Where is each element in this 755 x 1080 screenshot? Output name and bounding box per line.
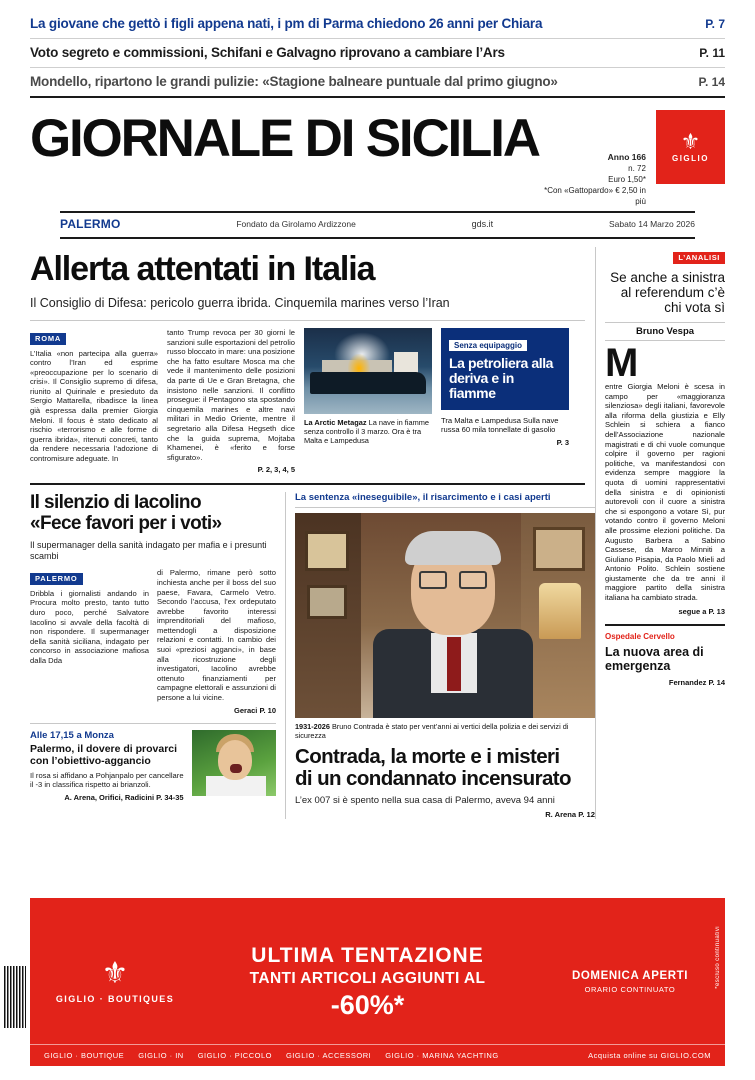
ad-store-links bbox=[44, 1051, 499, 1060]
monza-byline[interactable]: A. Arena, Orifici, Radicini P. 34-35 bbox=[64, 792, 184, 802]
contrada-strap: La sentenza «ineseguibile», il risarcimento e i casi aperti bbox=[295, 492, 595, 508]
ship-photo-block bbox=[304, 328, 432, 474]
issue-number: n. 72 bbox=[628, 164, 646, 173]
contrada-article bbox=[295, 492, 595, 819]
top-headline-text: Voto segreto e commissioni, Schifani e Galvagno riprovano a cambiare l’Ars bbox=[30, 45, 505, 60]
giglio-logo-text: GIGLIO bbox=[671, 153, 709, 163]
ad-brand-name: GIGLIO · BOUTIQUES bbox=[55, 994, 175, 1004]
tanker-highlight-box[interactable] bbox=[441, 328, 569, 410]
iacolino-columns bbox=[30, 568, 276, 714]
analysis-sidebar bbox=[595, 247, 725, 819]
analysis-body bbox=[605, 341, 725, 603]
contrada-photo-caption bbox=[295, 722, 595, 740]
monza-headline[interactable]: Palermo, il dovere di provarci con l’obiettivo-aggancio bbox=[30, 742, 178, 767]
contrada-byline[interactable]: R. Arena P. 12 bbox=[545, 810, 595, 820]
contrada-dek: L’ex 007 si è spento nella sua casa di Palermo, aveva 94 anni bbox=[295, 795, 555, 807]
issue-price: Euro 1,50* bbox=[608, 175, 646, 184]
flame-shape bbox=[348, 354, 370, 372]
lead-page-refs[interactable]: P. 2, 3, 4, 5 bbox=[257, 465, 295, 475]
burning-tanker-photo bbox=[304, 328, 432, 414]
ad-disclaimer: *escluso continuativi bbox=[715, 926, 721, 989]
ospedale-headline[interactable]: La nuova area di emergenza bbox=[605, 644, 704, 673]
founder-line: Fondato da Girolamo Ardizzone bbox=[236, 219, 356, 229]
issue-year: Anno 166 bbox=[607, 152, 646, 162]
analysis-continuation[interactable]: segue a P. 13 bbox=[678, 606, 725, 616]
iacolino-byline[interactable]: Geraci P. 10 bbox=[234, 705, 276, 715]
ad-discount: -60%* bbox=[330, 989, 405, 1020]
contrada-life-years: 1931-2026 bbox=[295, 722, 330, 732]
iacolino-headline-line2: «Fece favori per i voti» bbox=[30, 513, 222, 535]
ad-hours-block bbox=[535, 898, 725, 1066]
monza-article bbox=[30, 723, 276, 802]
contrada-portrait-photo bbox=[295, 513, 595, 718]
top-headline-page: P. 7 bbox=[705, 17, 725, 31]
ad-brand-block bbox=[30, 898, 200, 1066]
tie-shape bbox=[447, 637, 461, 691]
masthead-right bbox=[539, 110, 725, 207]
monza-body: Il rosa si affidano a Pohjanpalo per cancellare il -3 in classifica rispetto ai brianzoli. bbox=[30, 770, 184, 790]
lead-headline[interactable]: Allerta attentati in Italia bbox=[30, 250, 375, 288]
iacolino-headline-line1: Il silenzio di Iacolino bbox=[30, 492, 201, 514]
ospedale-byline[interactable]: Fernandez P. 14 bbox=[668, 677, 725, 687]
ad-store-link[interactable]: GIGLIO · MARINA YACHTING bbox=[385, 1051, 499, 1060]
ship-photo-caption bbox=[304, 418, 432, 445]
ad-hours: ORARIO CONTINUATO bbox=[584, 985, 676, 994]
iacolino-kicker: PALERMO bbox=[30, 573, 83, 585]
ad-headline: ULTIMA TENTAZIONE bbox=[251, 943, 484, 967]
iacolino-col-2 bbox=[157, 568, 276, 714]
tower-shape bbox=[394, 352, 418, 374]
iacolino-body-1: Dribbla i giornalisti andando in Procura molto presto, tanto tutto duro poco, perché Salvatore Iacolino si avvale della facoltà di non rispondere. Il supermanager della sanità siciliana, indagato per concorso in associazione mafiosa dalla Dda bbox=[30, 588, 149, 665]
top-headlines-rail bbox=[0, 0, 755, 102]
tanker-box-summary-text: Tra Malta e Lampedusa Sulla nave russa 60 mila tonnellate di gasolio bbox=[441, 416, 559, 435]
picture-frame-shape bbox=[533, 527, 585, 571]
fleur-de-lis-icon: ⚜ bbox=[101, 957, 129, 990]
lead-text-column-2 bbox=[167, 328, 295, 474]
glasses-left-lens bbox=[419, 571, 447, 589]
top-headline-text: La giovane che gettò i figli appena nati, i pm di Parma chiedono 26 anni per Chiara bbox=[30, 16, 543, 31]
lead-kicker: ROMA bbox=[30, 333, 66, 345]
submasthead-bar bbox=[60, 211, 695, 239]
glasses-right-lens bbox=[459, 571, 487, 589]
lead-text-column-1 bbox=[30, 328, 158, 474]
ad-open-sunday: DOMENICA APERTI bbox=[571, 970, 689, 982]
edition-city: PALERMO bbox=[60, 217, 121, 231]
secondary-stories-band bbox=[30, 483, 595, 820]
iacolino-article bbox=[30, 492, 286, 819]
tanker-box-page[interactable]: P. 3 bbox=[556, 437, 569, 447]
lead-body-2: tanto Trump revoca per 30 giorni le sanzioni sulle esportazioni del petrolio russo bloccato in mare: una posizione che ha fatto esultare Mosca ma che vede il mantenimento delle posizioni da parte di Ue e Gran Bretagna, che insistono nelle sanzioni. Il conflitto prosegue: il Pentagono sta spostando cinquemila marines e altre navi militari in Medio Oriente, mentre il segretario alla Difesa Hegseth dice che la guida suprema, Mojtaba Khamenei, è «ferito e forse sfigurato». bbox=[167, 328, 295, 462]
ad-store-link[interactable]: GIGLIO · ACCESSORI bbox=[285, 1051, 372, 1060]
monza-kicker: Alle 17,15 a Monza bbox=[30, 729, 114, 741]
giglio-sponsor-logo[interactable] bbox=[656, 110, 725, 184]
iacolino-headline[interactable] bbox=[30, 492, 276, 534]
lamp-shape bbox=[539, 583, 581, 639]
contrada-headline-line1: Contrada, la morte e i misteri bbox=[295, 745, 560, 769]
top-headline-item[interactable] bbox=[30, 10, 725, 39]
ad-store-link[interactable]: GIGLIO · PICCOLO bbox=[197, 1051, 272, 1060]
top-headline-item[interactable] bbox=[30, 68, 725, 98]
analysis-body-text: entre Giorgia Meloni è scesa in campo per «maggioranza silenziosa» degli italiani, favorevole alla riforma della giustizia e Elly Schlein si schiera a fianco dell’Associazione nazionale magistrati e di chi vuole comunque colpire il governo per ragioni politiche, va manifestandosi con evidenza sempre maggiore la quota di uomini rappresentativi della sinistra e di opinionisti autorevoli con il cuore a sinistra che si espongono a votare Sì, pur votando contro il governo Meloni alle prossime elezioni politiche. Da Augusto Barbera a Sabino Cassese, da Marco Minniti a Giuliano Pisapia, da Paolo Mieli ad Antonio Polito. Schlein sostiene giustamente che da tre anni il maggiore partito della sinistra italiana ha cambiato strada. bbox=[605, 382, 725, 603]
issue-info bbox=[539, 110, 646, 207]
masthead bbox=[0, 102, 755, 207]
ship-photo-caption-text: La nave in fiamme senza controllo il 3 marzo. Ora è tra Malta e Lampedusa bbox=[304, 418, 430, 445]
ad-shop-online[interactable]: Acquista online su GIGLIO.COM bbox=[588, 1051, 711, 1060]
ad-store-link[interactable]: GIGLIO · BOUTIQUE bbox=[44, 1051, 125, 1060]
hull-shape bbox=[310, 372, 426, 394]
ospedale-article bbox=[605, 624, 725, 687]
iacolino-body-2: di Palermo, rimane però sotto inchiesta anche per il boss del suo paese, Favara, Carmelo Vetro. Secondo l’accusa, l’ex ordeputato avrebbe favorito interessi imprenditoriali del mafioso, mettendogli a disposizione relazioni e contatti. In cambio dei suoi «preziosi agganci», in base alla ricostruzione degli investigatori, Iacolino avrebbe ottenuto finanziamenti per campagne elettorali e assunzioni di persone a lui vicine. bbox=[157, 568, 276, 703]
iacolino-col-1 bbox=[30, 568, 149, 714]
tanker-box-summary bbox=[441, 416, 569, 447]
lead-body-1: L’Italia «non partecipa alla guerra» contro l’Iran ed esprime «preoccupazione per lo scenario di crisi». Il Consiglio supremo di difesa, riunito al Quirinale e presieduto da Sergio Mattarella, ribadisce la linea già espressa dalla premier Giorgia Meloni. Il focus è stato dedicato al rischio «terrorismo e alle forme di guerra ibrida», ritenuti concreti, tanto da rendere necessaria l’adozione di contromisure adeguate. In bbox=[30, 348, 158, 464]
contrada-caption-text: Bruno Contrada è stato per vent’anni ai vertici della polizia e dei servizi di sicurezza bbox=[295, 722, 569, 741]
lead-article-row bbox=[30, 328, 585, 474]
tanker-box-title: La petroliera alla deriva e in fiamme bbox=[449, 355, 554, 401]
issue-price-note: *Con «Gattopardo» € 2,50 in più bbox=[544, 186, 646, 206]
top-headline-text: Mondello, ripartono le grandi pulizie: «Stagione balneare puntuale dal primo giugno» bbox=[30, 74, 558, 89]
ospedale-kicker: Ospedale Cervello bbox=[605, 631, 675, 641]
mouth-shape bbox=[230, 764, 242, 773]
contrada-headline-line2: di un condannato incensurato bbox=[295, 767, 571, 791]
contrada-headline[interactable] bbox=[295, 746, 595, 790]
hair-shape bbox=[405, 531, 501, 565]
footballer-photo bbox=[192, 730, 276, 796]
ship-photo-caption-bold: La Arctic Metagaz bbox=[304, 418, 367, 427]
main-column bbox=[30, 247, 595, 819]
issue-date: Sabato 14 Marzo 2026 bbox=[608, 219, 695, 229]
iacolino-subheadline: Il supermanager della sanità indagato per mafia e i presunti scambi bbox=[30, 540, 267, 562]
top-headline-page: P. 11 bbox=[699, 46, 725, 60]
analysis-author: Bruno Vespa bbox=[605, 322, 725, 341]
tanker-box-kicker: Senza equipaggio bbox=[449, 340, 527, 351]
analysis-headline[interactable]: Se anche a sinistra al referendum c’è chi vota sì bbox=[610, 270, 725, 315]
ad-footer bbox=[30, 1044, 725, 1066]
analysis-dropcap: M bbox=[605, 341, 639, 385]
barcode bbox=[4, 966, 26, 1028]
analysis-tag: L’ANALISI bbox=[673, 252, 725, 264]
face-shape bbox=[218, 740, 252, 780]
picture-frame-shape bbox=[307, 585, 347, 619]
fleur-de-lis-icon: ⚜ bbox=[680, 128, 701, 154]
monza-text bbox=[30, 730, 184, 802]
lead-subheadline: Il Consiglio di Difesa: pericolo guerra ibrida. Cinquemila marines verso l’Iran bbox=[30, 295, 585, 321]
top-headline-item[interactable] bbox=[30, 39, 725, 68]
bottom-advertisement[interactable] bbox=[30, 898, 725, 1066]
top-headline-page: P. 14 bbox=[698, 75, 725, 89]
website-url[interactable]: gds.it bbox=[471, 219, 494, 229]
newspaper-title: GIORNALE DI SICILIA bbox=[30, 109, 539, 168]
page-content bbox=[0, 247, 755, 819]
ad-store-link[interactable]: GIGLIO · IN bbox=[138, 1051, 184, 1060]
picture-frame-shape bbox=[305, 531, 349, 571]
tanker-box-column bbox=[441, 328, 569, 474]
ad-subline: TANTI ARTICOLI AGGIUNTI AL bbox=[249, 969, 486, 987]
ad-main-message bbox=[197, 898, 535, 1066]
